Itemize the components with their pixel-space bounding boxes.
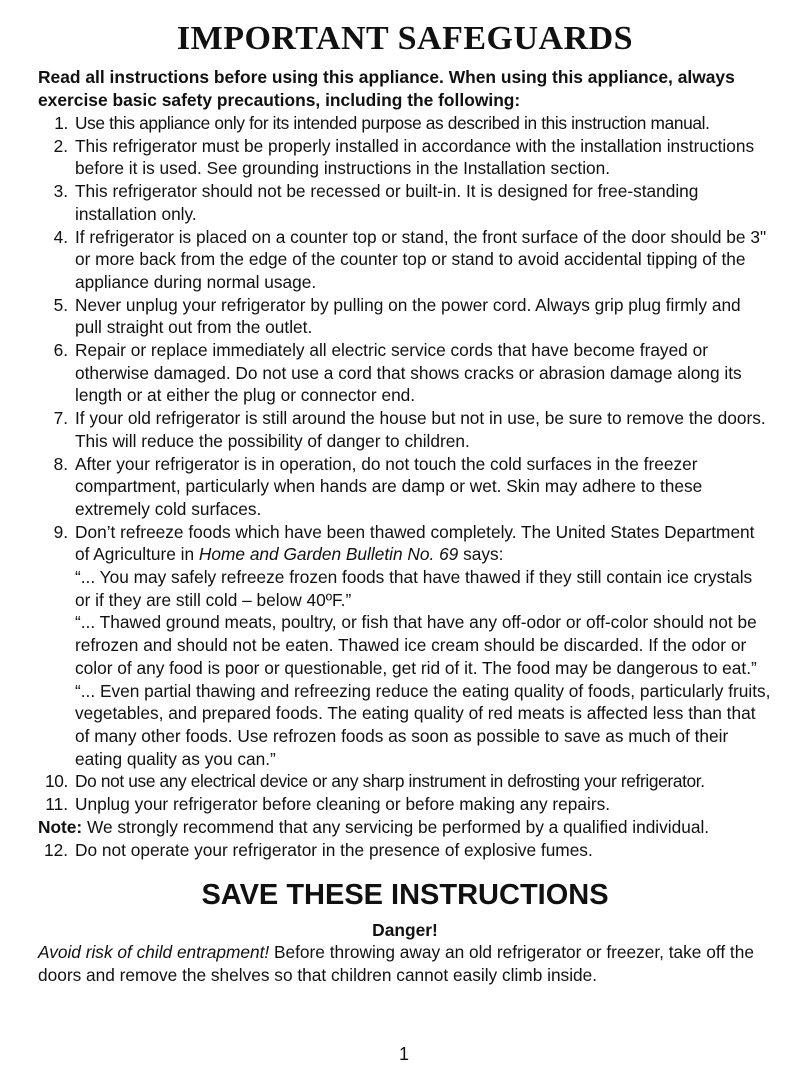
- item-text: Never unplug your refrigerator by pulling on the power cord. Always grip plug firmly and pull straight out from the outlet.: [75, 294, 741, 338]
- manual-page: [38, 18, 772, 987]
- item-number: 8.: [53, 453, 68, 474]
- safeguards-list-end: [38, 839, 772, 862]
- usda-quote: “... Thawed ground meats, poultry, or fish that have any off-odor or off-color should not be refrozen and should not be eaten. Thawed ice cream should be discarded. If the odor or color of any food is poor or questionable, get rid of it. The food may be dangerous to eat.”: [75, 612, 757, 678]
- item-number: 2.: [53, 135, 68, 156]
- danger-warning: [38, 941, 772, 987]
- item-text: If your old refrigerator is still around the house but not in use, be sure to remove the doors. This will reduce the possibility of danger to children.: [75, 408, 766, 451]
- list-item: [38, 839, 772, 862]
- item-number: 3.: [53, 181, 68, 202]
- list-item: [38, 339, 772, 407]
- item-number: 4.: [53, 226, 68, 247]
- list-item-refreeze: [38, 521, 772, 771]
- item-text: This refrigerator should not be recessed or built-in. It is designed for free-standing installation only.: [75, 181, 699, 224]
- item-text: Use this appliance only for its intended purpose as described in this instruction manual.: [75, 113, 710, 133]
- note-text: We strongly recommend that any servicing be performed by a qualified individual.: [82, 816, 710, 837]
- bulletin-title: Home and Garden Bulletin No. 69: [198, 544, 459, 565]
- note-label: Note:: [38, 816, 83, 837]
- list-item: [38, 793, 772, 816]
- item-number: 12.: [43, 839, 68, 860]
- item-text-end: says:: [458, 544, 504, 565]
- list-item: [38, 453, 772, 521]
- usda-quote: “... You may safely refreeze frozen foods that have thawed if they still contain ice crystals or if they are still cold – below 40ºF.”: [75, 567, 753, 610]
- item-number: 5.: [53, 294, 68, 315]
- usda-quote: “... Even partial thawing and refreezing reduce the eating quality of foods, particularly fruits, vegetables, and prepared foods. The eating quality of red meats is affected less than that of many other foods. Use refrozen foods as soon as possible to save as much of their eating quality as you can.”: [75, 680, 771, 769]
- danger-emphasis: Avoid risk of child entrapment!: [38, 942, 270, 963]
- item-text: Do not operate your refrigerator in the presence of explosive fumes.: [75, 839, 593, 860]
- item-number: 7.: [53, 408, 68, 429]
- item-text: If refrigerator is placed on a counter top or stand, the front surface of the door should be 3" or more back from the edge of the counter top or stand to avoid accidental tipping of the appliance during normal usage.: [75, 226, 767, 292]
- item-text: This refrigerator must be properly installed in accordance with the installation instructions before it is used. See grounding instructions in the Installation section.: [75, 135, 755, 179]
- safeguards-list: [38, 112, 772, 816]
- item-number: 9.: [53, 521, 68, 542]
- list-item: [38, 112, 772, 135]
- item-text: Unplug your refrigerator before cleaning or before making any repairs.: [75, 794, 611, 815]
- list-item: [38, 180, 772, 225]
- item-text: After your refrigerator is in operation, do not touch the cold surfaces in the freezer compartment, particularly when hands are damp or wet. Skin may adhere to these extremely cold surfaces.: [75, 453, 703, 519]
- save-instructions-heading: SAVE THESE INSTRUCTIONS: [201, 879, 609, 912]
- danger-heading: Danger!: [372, 920, 438, 941]
- item-text: Repair or replace immediately all electric service cords that have become frayed or otherwise damaged. Do not use a cord that shows cracks or abrasion damage along its length or at either the plug or connector end.: [75, 340, 742, 406]
- page-title: IMPORTANT SAFEGUARDS: [176, 20, 634, 57]
- item-number: 10.: [45, 771, 68, 792]
- list-item: [38, 226, 772, 294]
- item-text: Don’t refreeze foods which have been thawed completely. The United States Department of Agriculture in: [75, 521, 755, 565]
- danger-text: Before throwing away an old refrigerator or freezer, take off the doors and remove the shelves so that children cannot easily climb inside.: [38, 942, 754, 986]
- item-text: Do not use any electrical device or any sharp instrument in defrosting your refrigerator.: [75, 771, 705, 792]
- page-number: 1: [398, 1044, 409, 1064]
- list-item: [38, 407, 772, 452]
- item-number: 1.: [54, 113, 68, 133]
- service-note: [38, 816, 772, 839]
- intro-text: Read all instructions before using this appliance. When using this appliance, always exercise basic safety precautions, including the following:: [38, 67, 735, 110]
- item-number: 6.: [53, 340, 68, 361]
- list-item: [38, 135, 772, 180]
- item-number: 11.: [45, 794, 68, 815]
- list-item: [38, 294, 772, 339]
- list-item: [38, 770, 772, 793]
